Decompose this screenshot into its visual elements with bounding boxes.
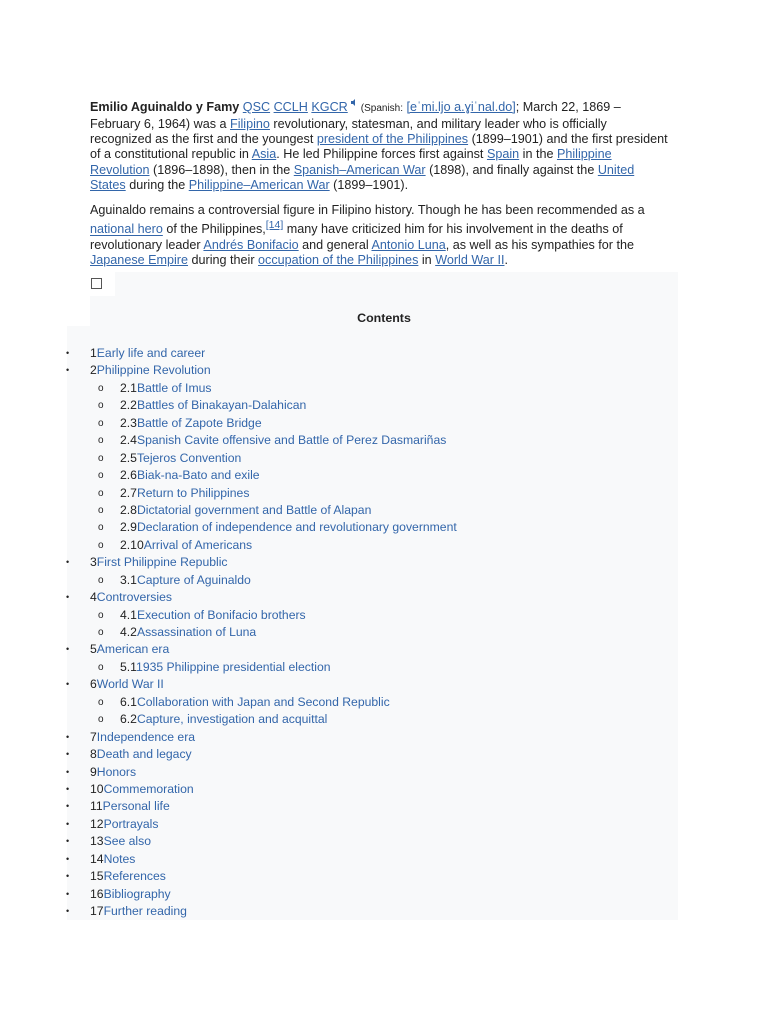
sub-bullet-icon: o bbox=[98, 661, 104, 673]
citation-link[interactable]: [14] bbox=[265, 219, 284, 232]
toc-entry bbox=[120, 467, 260, 484]
toc-link[interactable]: Arrival of Americans bbox=[143, 537, 253, 552]
toc-number: 13 bbox=[90, 834, 104, 849]
toc-entry bbox=[120, 694, 390, 711]
bullet-icon: • bbox=[66, 888, 70, 899]
p2-text: during their bbox=[191, 253, 255, 268]
sub-bullet-icon: o bbox=[98, 417, 104, 429]
link-world-war-ii[interactable]: World War II bbox=[435, 253, 505, 268]
toc-number: 7 bbox=[90, 729, 97, 744]
sub-bullet-icon: o bbox=[98, 714, 104, 726]
link-spain[interactable]: Spain bbox=[486, 147, 520, 162]
sub-bullet-icon: o bbox=[98, 452, 104, 464]
toc-number: 2.3 bbox=[120, 415, 137, 430]
toc-entry bbox=[90, 816, 158, 833]
sub-bullet-icon: o bbox=[98, 539, 104, 551]
toc-number: 2.9 bbox=[120, 520, 137, 535]
toc-link[interactable]: Capture of Aguinaldo bbox=[136, 572, 251, 587]
toc-link[interactable]: Death and legacy bbox=[96, 747, 192, 762]
bullet-icon: • bbox=[66, 853, 70, 864]
bullet-icon: • bbox=[66, 592, 70, 603]
article-subject-name: Emilio Aguinaldo y Famy bbox=[90, 100, 240, 115]
toc-number: 6.2 bbox=[120, 712, 137, 727]
link-japanese-empire[interactable]: Japanese Empire bbox=[90, 253, 189, 268]
toc-entry bbox=[90, 798, 170, 815]
link-president[interactable]: president of the Philippines bbox=[316, 132, 469, 146]
toc-link[interactable]: Further reading bbox=[103, 904, 187, 918]
toc-link[interactable]: Commemoration bbox=[103, 781, 194, 796]
toc-number: 4 bbox=[90, 590, 97, 605]
toc-entry bbox=[90, 746, 192, 763]
toc-entry bbox=[90, 781, 194, 798]
toc-number: 16 bbox=[90, 886, 104, 901]
toc-number: 3 bbox=[90, 555, 97, 570]
toc-entry bbox=[120, 659, 331, 676]
toc-link[interactable]: Dictatorial government and Battle of Alapan bbox=[136, 502, 372, 517]
toc-entry bbox=[120, 519, 457, 536]
sub-bullet-icon: o bbox=[98, 522, 104, 534]
toc-number: 2.6 bbox=[120, 468, 137, 483]
link-united-states[interactable]: United States bbox=[90, 162, 635, 193]
toc-link[interactable]: Bibliography bbox=[103, 886, 171, 901]
sub-bullet-icon: o bbox=[98, 627, 104, 638]
toc-entry bbox=[90, 851, 135, 868]
toc-link[interactable]: References bbox=[103, 869, 166, 884]
toc-link[interactable]: Execution of Bonifacio brothers bbox=[136, 607, 306, 622]
toc-number: 2.4 bbox=[120, 433, 137, 448]
link-antonio-luna[interactable]: Antonio Luna bbox=[371, 238, 446, 252]
link-bonifacio[interactable]: Andrés Bonifacio bbox=[203, 238, 299, 252]
sub-bullet-icon: o bbox=[98, 382, 104, 394]
lead-text: during the bbox=[129, 178, 186, 193]
bullet-icon: • bbox=[66, 906, 70, 916]
toc-link[interactable]: Tejeros Convention bbox=[136, 450, 242, 465]
toc-number: 2.10 bbox=[120, 537, 144, 552]
toc-entry bbox=[120, 485, 249, 502]
toc-number: 2.5 bbox=[120, 450, 137, 465]
link-spanish-american-war[interactable]: Spanish–American War bbox=[293, 162, 426, 177]
toc-link[interactable]: Notes bbox=[103, 851, 136, 866]
toc-number: 4.1 bbox=[120, 607, 137, 622]
toc-entry bbox=[120, 537, 252, 554]
toc-number: 6.1 bbox=[120, 694, 137, 709]
p2-text: of the Philippines, bbox=[166, 222, 266, 237]
p2-text: . bbox=[504, 253, 508, 268]
sub-bullet-icon: o bbox=[98, 609, 104, 621]
link-kgcr[interactable]: KGCR bbox=[311, 100, 348, 115]
lead-text: (1896–1898), then in the bbox=[153, 162, 291, 177]
bullet-icon: • bbox=[66, 644, 70, 655]
toc-entry bbox=[90, 868, 166, 885]
toc-entry bbox=[90, 345, 205, 362]
toc-title: Contents bbox=[357, 311, 411, 325]
toc-number: 10 bbox=[90, 781, 104, 796]
link-cclh[interactable]: CCLH bbox=[273, 100, 308, 115]
link-qsc[interactable]: QSC bbox=[242, 100, 271, 115]
toc-entry bbox=[120, 502, 371, 519]
toc-link[interactable]: See also bbox=[103, 834, 151, 849]
toc-link[interactable]: Capture, investigation and acquittal bbox=[136, 712, 328, 727]
toc-link[interactable]: Biak-na-Bato and exile bbox=[136, 468, 260, 483]
p2-text: many have criticized him for his involvement in the deaths of revolutionary leader bbox=[90, 222, 623, 252]
toc-link[interactable]: Assassination of Luna bbox=[136, 625, 257, 639]
toc-entry bbox=[120, 711, 327, 728]
toc-entry bbox=[90, 903, 187, 920]
toc-link[interactable]: Collaboration with Japan and Second Republic bbox=[136, 694, 390, 709]
toc-link[interactable]: Return to Philippines bbox=[136, 485, 250, 500]
toc-entry bbox=[120, 432, 446, 449]
toc-number: 2 bbox=[90, 363, 97, 378]
bullet-icon: • bbox=[66, 348, 70, 358]
sub-bullet-icon: o bbox=[98, 470, 104, 482]
toc-link[interactable]: Spanish Cavite offensive and Battle of Perez Dasmariñas bbox=[136, 433, 447, 448]
toc-number: 12 bbox=[90, 816, 104, 831]
sub-bullet-icon: o bbox=[98, 400, 104, 412]
lead-text: ; March 22, 1869 – February 6, 1964) was a bbox=[90, 100, 621, 131]
toc-number: 2.7 bbox=[120, 485, 137, 500]
toc-link[interactable]: Battle of Zapote Bridge bbox=[136, 415, 262, 430]
toc-entry bbox=[120, 572, 251, 589]
toc-entry bbox=[90, 641, 169, 658]
toc-link[interactable]: Independence era bbox=[96, 729, 196, 744]
bullet-icon: • bbox=[66, 783, 70, 794]
toc-number: 6 bbox=[90, 677, 97, 692]
toc-number: 11 bbox=[90, 799, 103, 814]
link-national-hero[interactable]: national hero bbox=[90, 222, 163, 237]
toc-link[interactable]: Battles of Binakayan-Dalahican bbox=[136, 398, 307, 413]
toc-entry bbox=[90, 886, 171, 903]
p2-text: Aguinaldo remains a controversial figure in Filipino history. Though he has been recommended as a bbox=[90, 203, 645, 217]
toc-number: 8 bbox=[90, 747, 97, 762]
p2-text: and general bbox=[302, 238, 369, 252]
toc-toggle-checkbox[interactable] bbox=[91, 278, 102, 289]
bullet-icon: • bbox=[66, 679, 70, 690]
toc-link[interactable]: American era bbox=[96, 642, 170, 657]
toc-link[interactable]: First Philippine Republic bbox=[96, 555, 228, 570]
toc-number: 15 bbox=[90, 869, 104, 884]
toc-entry bbox=[120, 397, 306, 414]
lead-text: in the bbox=[522, 147, 554, 162]
toc-link[interactable]: World War II bbox=[96, 677, 164, 692]
link-philippine-revolution[interactable]: Philippine Revolution bbox=[90, 147, 612, 177]
sub-bullet-icon: o bbox=[98, 435, 104, 447]
toc-number: 9 bbox=[90, 764, 97, 779]
bullet-icon: • bbox=[66, 871, 70, 882]
sub-bullet-icon: o bbox=[98, 504, 104, 516]
toc-number: 17 bbox=[90, 904, 104, 918]
toc-entry bbox=[90, 729, 195, 746]
sub-bullet-icon: o bbox=[98, 574, 104, 586]
lead-text: revolutionary, statesman, and military leader who is officially recognized as the first and the youngest bbox=[90, 116, 607, 146]
bullet-icon: • bbox=[66, 749, 70, 760]
toc-link[interactable]: Philippine Revolution bbox=[96, 363, 211, 378]
toc-number: 2.8 bbox=[120, 502, 137, 517]
bullet-icon: • bbox=[66, 766, 70, 777]
toc-link[interactable]: Declaration of independence and revolutionary government bbox=[136, 520, 457, 535]
speaker-icon[interactable] bbox=[351, 101, 357, 108]
toc-notch bbox=[67, 272, 90, 326]
toc-entry bbox=[90, 589, 172, 606]
toc-link[interactable]: Controversies bbox=[96, 590, 172, 605]
toc-entry bbox=[90, 676, 164, 693]
sub-bullet-icon: o bbox=[98, 487, 104, 499]
toc-entry bbox=[120, 415, 262, 432]
toc-link[interactable]: Portrayals bbox=[103, 816, 159, 831]
second-paragraph bbox=[90, 203, 675, 269]
toc-link[interactable]: Battle of Imus bbox=[136, 380, 212, 395]
bullet-icon: • bbox=[66, 557, 70, 568]
bullet-icon: • bbox=[66, 731, 70, 742]
toc-entry bbox=[90, 833, 151, 850]
p2-text: , as well as his sympathies for the bbox=[445, 238, 635, 252]
toc-link[interactable]: 1935 Philippine presidential election bbox=[136, 659, 331, 674]
toc-entry bbox=[120, 624, 256, 641]
toc-entry bbox=[90, 554, 228, 571]
toc-entry bbox=[90, 764, 136, 781]
toc-link[interactable]: Personal life bbox=[102, 799, 170, 814]
toc-number: 4.2 bbox=[120, 625, 137, 639]
toc-number: 2.1 bbox=[120, 380, 137, 395]
lead-text: (1899–1901). bbox=[333, 178, 409, 193]
toc-number: 2.2 bbox=[120, 398, 137, 413]
link-philippine-american-war[interactable]: Philippine–American War bbox=[188, 178, 330, 193]
toc-link[interactable]: Honors bbox=[96, 764, 137, 779]
toc-entry bbox=[120, 450, 241, 467]
link-occupation[interactable]: occupation of the Philippines bbox=[258, 253, 419, 268]
toc-number: 3.1 bbox=[120, 572, 137, 587]
link-filipino[interactable]: Filipino bbox=[230, 116, 270, 131]
bullet-icon: • bbox=[66, 818, 70, 829]
bullet-icon: • bbox=[66, 836, 70, 847]
toc-entry bbox=[120, 607, 306, 624]
lead-text: (1899–1901) and the first president of a constitutional republic in bbox=[90, 132, 668, 162]
toc-number: 1 bbox=[90, 346, 97, 360]
toc-number: 5.1 bbox=[120, 659, 137, 674]
p2-text: in bbox=[421, 253, 432, 268]
link-asia[interactable]: Asia bbox=[251, 147, 277, 162]
lead-text: . He led Philippine forces first against bbox=[276, 147, 484, 162]
bullet-icon: • bbox=[66, 801, 70, 812]
lead-text: (1898), and finally against the bbox=[429, 162, 595, 177]
toc-number: 5 bbox=[90, 642, 97, 657]
toc-number: 14 bbox=[90, 851, 104, 866]
toc-entry bbox=[120, 380, 211, 397]
sub-bullet-icon: o bbox=[98, 696, 104, 708]
ipa-link[interactable]: [eˈmi.ljo a.ɣiˈnal.do] bbox=[406, 100, 516, 115]
toc-entry bbox=[90, 362, 211, 379]
lead-paragraph bbox=[90, 99, 670, 194]
toc-link[interactable]: Early life and career bbox=[96, 346, 206, 360]
bullet-icon: • bbox=[66, 365, 70, 376]
spanish-label: (Spanish: bbox=[360, 103, 404, 115]
